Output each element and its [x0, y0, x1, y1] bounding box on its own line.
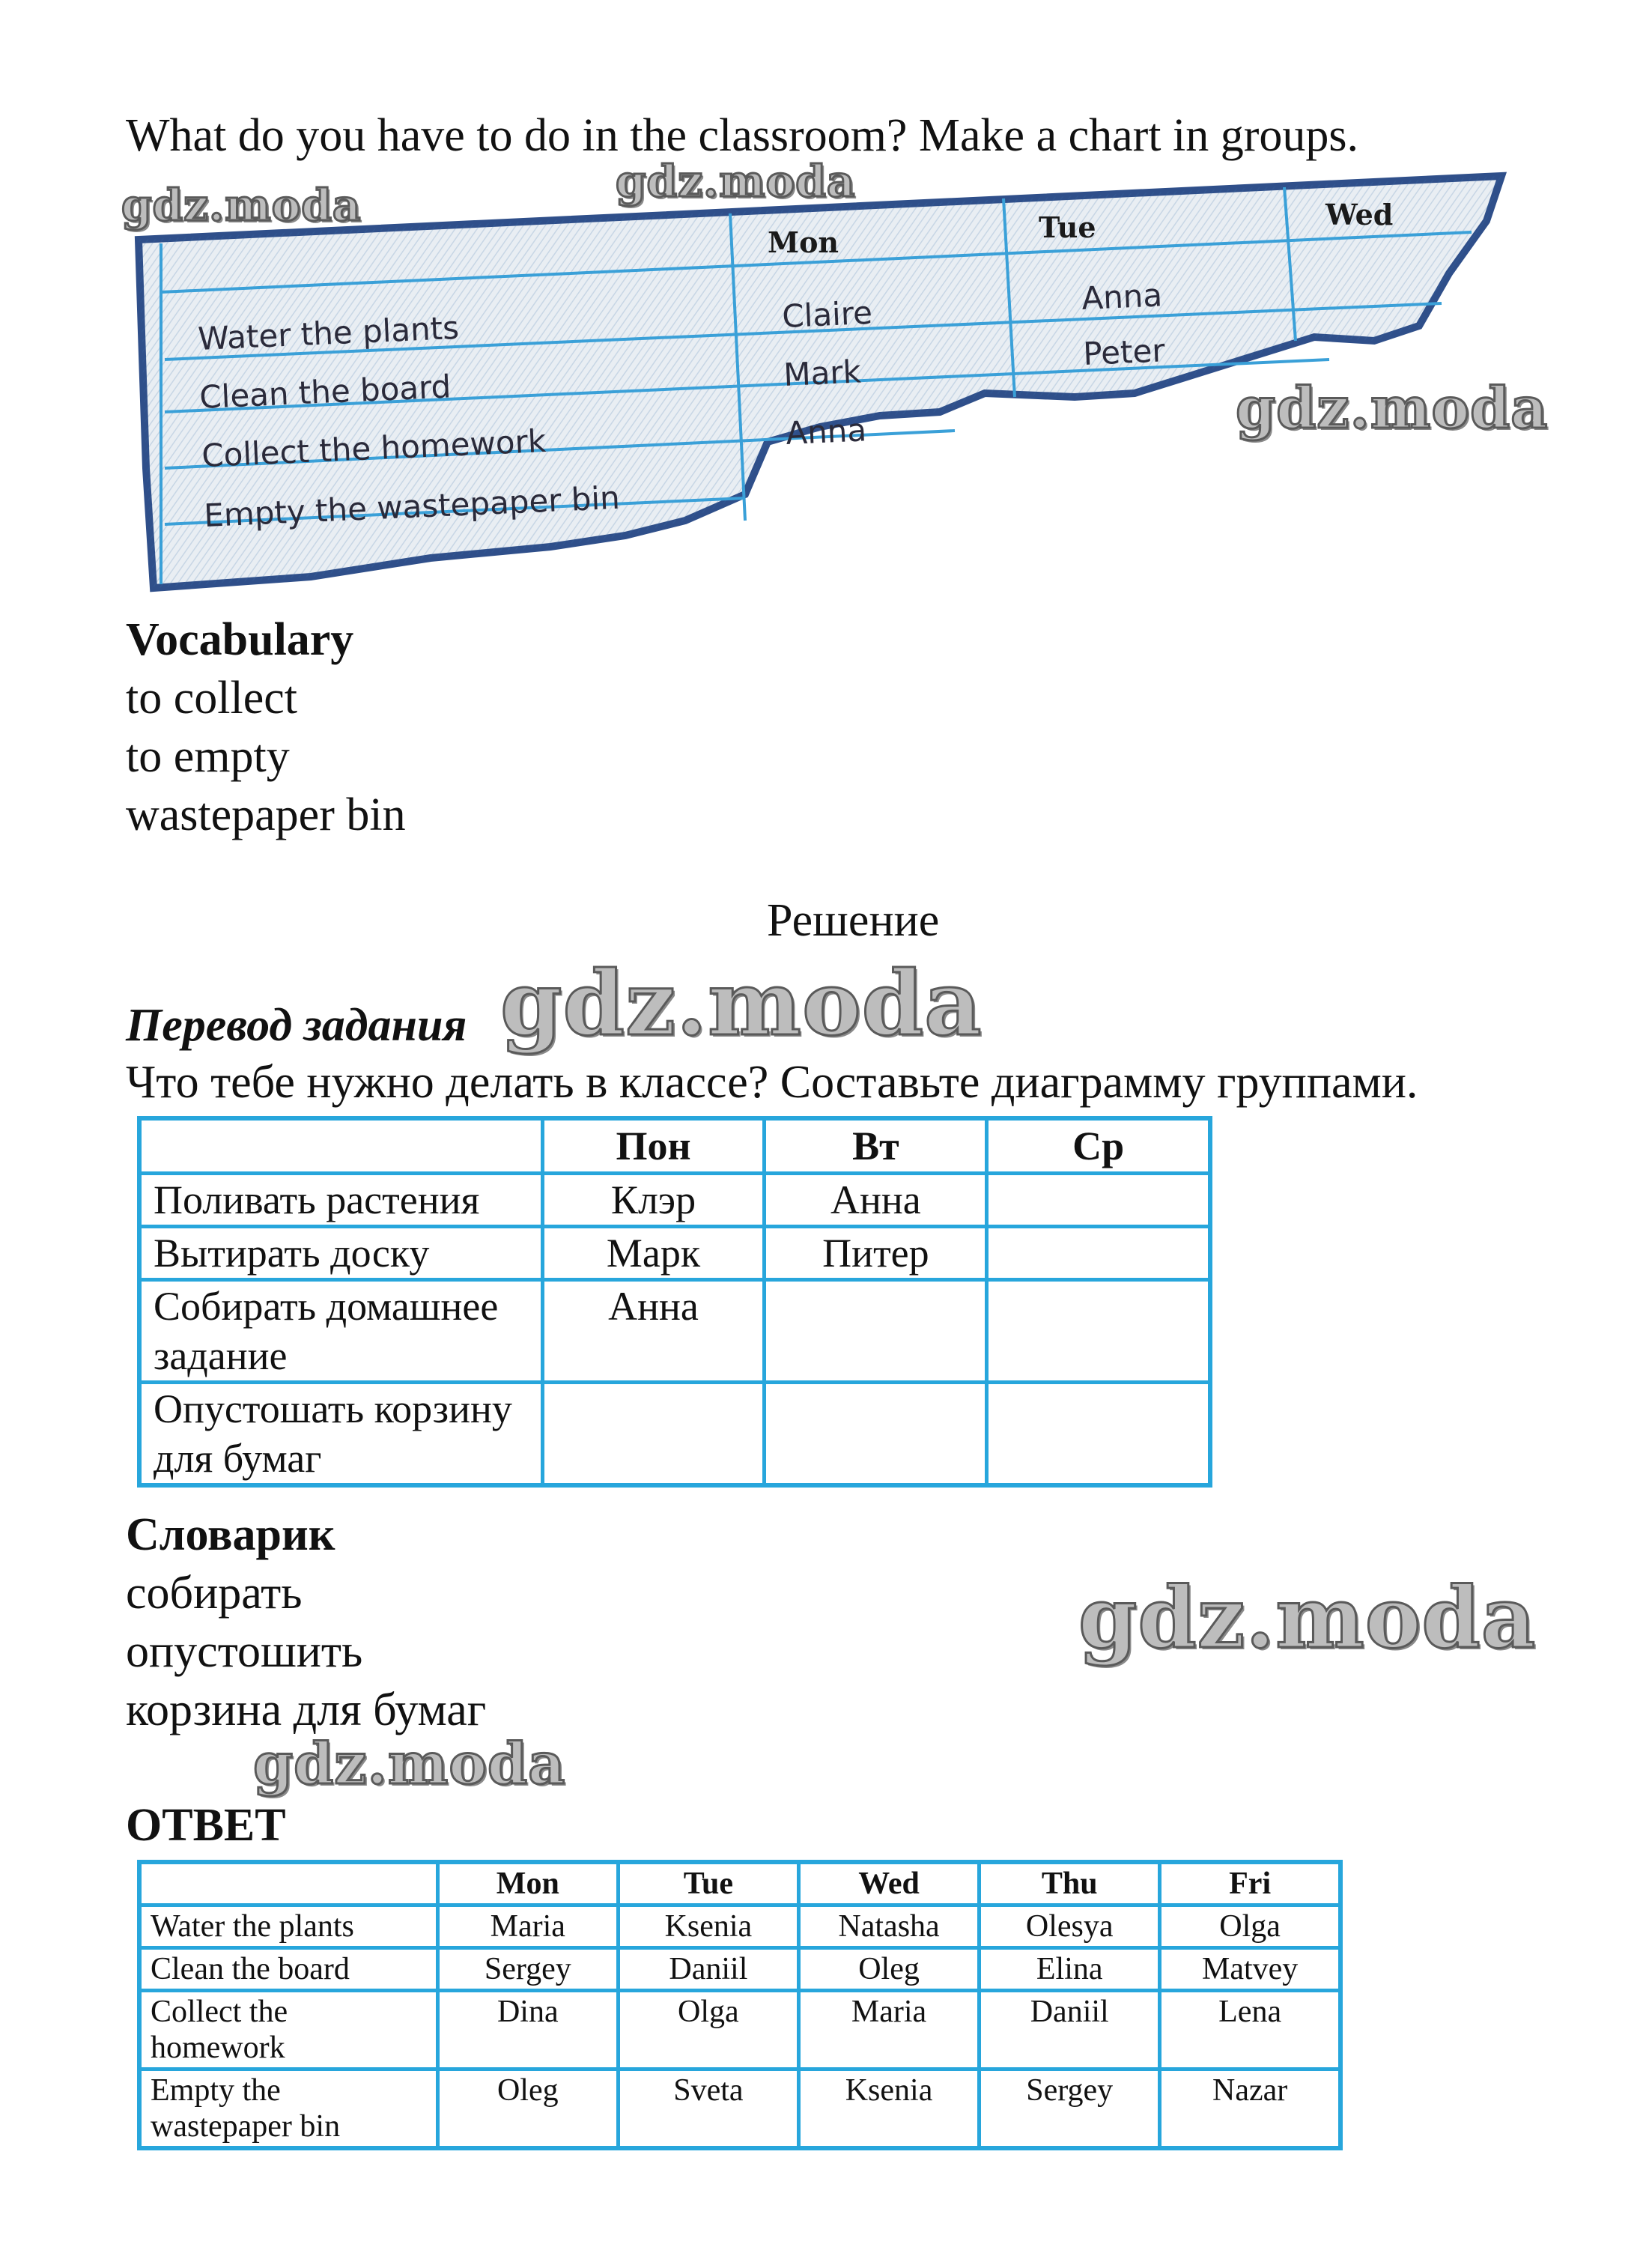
paper-task: Water the plants [197, 309, 460, 357]
table-cell: Daniil [618, 1948, 798, 1991]
paper-header-tue: Tue [1039, 210, 1096, 244]
vocabulary-heading: Vocabulary [126, 614, 354, 665]
watermark: gdz.moda [121, 180, 362, 231]
table-cell: Марк [542, 1227, 765, 1280]
table-cell: Olga [1160, 1905, 1340, 1948]
watermark: gdz.moda [1078, 1569, 1537, 1667]
paper-cell: Peter [1082, 332, 1166, 372]
table-row [139, 1991, 1340, 2069]
table-cell: Olga [618, 1991, 798, 2069]
task-cell: Вытирать доску [139, 1227, 542, 1280]
table-cell: Lena [1160, 1991, 1340, 2069]
paper-header-mon: Mon [768, 225, 839, 259]
table-cell: Dina [437, 1991, 618, 2069]
table-header-cell: Fri [1160, 1862, 1340, 1905]
solution-heading: Решение [767, 895, 940, 946]
paper-task: Collect the homework [201, 422, 547, 474]
table-cell: Olesya [980, 1905, 1160, 1948]
task-cell: Поливать растения [139, 1174, 542, 1227]
table-header-cell: Mon [437, 1862, 618, 1905]
table-row [139, 1280, 1210, 1383]
table-cell: Sveta [618, 2069, 798, 2149]
paper-cell: Anna [785, 411, 868, 452]
task-question: What do you have to do in the classroom? Make a chart in groups. [126, 110, 1358, 161]
table-header-cell: Tue [618, 1862, 798, 1905]
glossary-item: собирать [126, 1568, 303, 1619]
table-header-cell [139, 1118, 542, 1174]
table-cell [987, 1383, 1210, 1486]
table-cell [987, 1227, 1210, 1280]
task-cell: Water the plants [139, 1905, 437, 1948]
task-cell: Collect the homework [139, 1991, 437, 2069]
answer-heading: ОТВЕТ [126, 1800, 286, 1851]
table-cell: Nazar [1160, 2069, 1340, 2149]
table-cell: Daniil [980, 1991, 1160, 2069]
table-row [139, 1227, 1210, 1280]
table-row [139, 1905, 1340, 1948]
paper-task: Empty the wastepaper bin [203, 479, 621, 534]
table-row [139, 1383, 1210, 1486]
table-header-row [139, 1118, 1210, 1174]
task-cell: Clean the board [139, 1948, 437, 1991]
table-header-cell: Thu [980, 1862, 1160, 1905]
table-cell [542, 1383, 765, 1486]
table-cell: Oleg [437, 2069, 618, 2149]
translation-heading: Перевод задания [126, 1000, 467, 1051]
table-cell [765, 1280, 987, 1383]
table-cell: Анна [765, 1174, 987, 1227]
table-cell: Клэр [542, 1174, 765, 1227]
answer-table [137, 1860, 1343, 2150]
paper-cell: Anna [1081, 276, 1164, 317]
watermark: gdz.moda [253, 1730, 566, 1797]
translation-table [137, 1116, 1212, 1488]
task-cell: Опустошать корзину для бумаг [139, 1383, 542, 1486]
paper-header-wed: Wed [1325, 198, 1394, 231]
table-header-cell [139, 1862, 437, 1905]
table-row [139, 1948, 1340, 1991]
translation-text: Что тебе нужно делать в классе? Составьте диаграмму группами. [126, 1057, 1418, 1108]
torn-paper-chart [131, 169, 1524, 618]
table-cell [987, 1174, 1210, 1227]
table-cell: Питер [765, 1227, 987, 1280]
table-header-cell: Вт [765, 1118, 987, 1174]
glossary-heading: Словарик [126, 1509, 335, 1560]
table-cell [765, 1383, 987, 1486]
watermark: gdz.moda [1236, 375, 1549, 441]
paper-task: Clean the board [198, 368, 452, 416]
table-cell: Maria [798, 1991, 979, 2069]
glossary-item: корзина для бумаг [126, 1685, 487, 1735]
vocabulary-item: to collect [126, 673, 297, 724]
table-header-cell: Ср [987, 1118, 1210, 1174]
task-cell: Собирать домашнее задание [139, 1280, 542, 1383]
table-cell: Elina [980, 1948, 1160, 1991]
table-cell: Maria [437, 1905, 618, 1948]
table-header-cell: Пон [542, 1118, 765, 1174]
table-row [139, 1174, 1210, 1227]
table-header-row [139, 1862, 1340, 1905]
table-cell: Sergey [437, 1948, 618, 1991]
table-header-cell: Wed [798, 1862, 979, 1905]
glossary-item: опустошить [126, 1626, 363, 1677]
table-cell: Oleg [798, 1948, 979, 1991]
table-cell: Sergey [980, 2069, 1160, 2149]
watermark: gdz.moda [500, 951, 983, 1055]
vocabulary-item: wastepaper bin [126, 789, 406, 840]
vocabulary-item: to empty [126, 731, 290, 782]
task-cell: Empty the wastepaper bin [139, 2069, 437, 2149]
table-cell: Ksenia [798, 2069, 979, 2149]
table-row [139, 2069, 1340, 2149]
table-cell: Matvey [1160, 1948, 1340, 1991]
paper-cell: Claire [781, 294, 873, 335]
table-cell: Natasha [798, 1905, 979, 1948]
table-cell: Ksenia [618, 1905, 798, 1948]
table-cell: Анна [542, 1280, 765, 1383]
paper-cell: Mark [783, 353, 862, 393]
table-cell [987, 1280, 1210, 1383]
watermark: gdz.moda [616, 156, 856, 207]
